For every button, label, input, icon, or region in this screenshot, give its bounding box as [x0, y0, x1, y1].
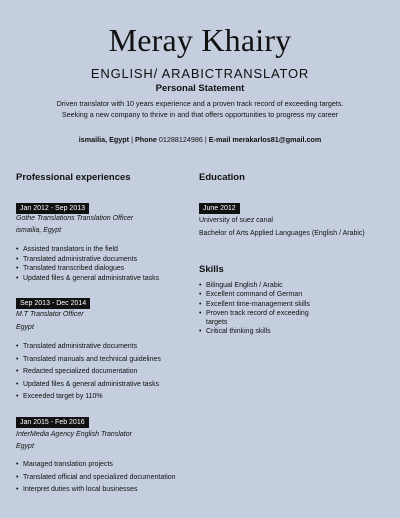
- job-3-position: InterMedia Agency English Translator: [16, 431, 132, 438]
- list-item: • Managed translation projects: [16, 459, 176, 472]
- contact-location: ismailia, Egypt: [78, 135, 130, 144]
- list-item: • Exceeded target by 110%: [16, 391, 161, 404]
- list-item: • Updated files & general administrative tasks: [16, 274, 159, 284]
- list-item: • Critical thinking skills: [199, 327, 329, 336]
- list-item: • Excellent command of German: [199, 290, 329, 299]
- list-item: • Translated administrative documents: [16, 341, 161, 354]
- list-item: • Translated official and specialized documentation: [16, 472, 176, 485]
- education-school: University of suez canal: [199, 217, 273, 224]
- job-3-duties: [16, 459, 176, 497]
- list-item: • Bilingual English / Arabic: [199, 281, 329, 290]
- contact-phone: 01288124986: [158, 135, 203, 144]
- education-dates: June 2012: [199, 203, 240, 214]
- contact-phone-label: Phone: [134, 135, 157, 144]
- job-1-position: Gothe Translations Translation Officer: [16, 215, 134, 222]
- job-2-duties: [16, 341, 161, 404]
- job-1-dates: Jan 2012 - Sep 2013: [16, 203, 89, 214]
- list-item: • Translated manuals and technical guidelines: [16, 354, 161, 367]
- list-item: • Translated administrative documents: [16, 255, 159, 265]
- candidate-name: Meray Khairy: [108, 22, 292, 58]
- contact-email[interactable]: merakarlos81@gmail.com: [232, 135, 322, 144]
- education-heading: Education: [199, 172, 245, 183]
- list-item: • Assisted translators in the field: [16, 245, 159, 255]
- job-3-location: Egypt: [16, 443, 34, 450]
- statement-line-1: Driven translator with 10 years experience and a proven track record of exceeding targets.: [56, 99, 344, 108]
- experience-heading: Professional experiences: [16, 172, 131, 183]
- job-2-dates: Sep 2013 - Dec 2014: [16, 298, 90, 309]
- skills-heading: Skills: [199, 264, 224, 275]
- list-item: • Translated transcribed dialogues: [16, 264, 159, 274]
- list-item: • Redacted specialized documentation: [16, 366, 161, 379]
- job-3-dates: Jan 2015 - Feb 2016: [16, 417, 89, 428]
- education-degree: Bachelor of Arts Applied Languages (English / Arabic): [199, 230, 365, 237]
- skills-list: [199, 281, 329, 337]
- contact-email-label: E-mail: [208, 135, 231, 144]
- list-item: • Proven track record of exceeding targets: [199, 309, 329, 328]
- job-1-duties: [16, 245, 159, 283]
- statement-heading: Personal Statement: [155, 83, 245, 94]
- list-item: • Excellent time-management skills: [199, 300, 329, 309]
- list-item: • Interpret duties with local businesses: [16, 484, 176, 497]
- job-1-location: ismailia, Egypt: [16, 227, 62, 234]
- job-title: ENGLISH/ ARABICTRANSLATOR: [90, 66, 310, 81]
- statement-text: [30, 99, 370, 120]
- job-2-location: Egypt: [16, 324, 34, 331]
- contact-line: ismailia, Egypt | Phone 01288124986 | E-mail merakarlos81@gmail.com: [78, 135, 322, 144]
- list-item: • Updated files & general administrative tasks: [16, 379, 161, 392]
- statement-line-2: Seeking a new company to thrive in and that offers opportunities to progress my career: [61, 109, 339, 119]
- job-2-position: M.T Translator Officer: [16, 311, 84, 318]
